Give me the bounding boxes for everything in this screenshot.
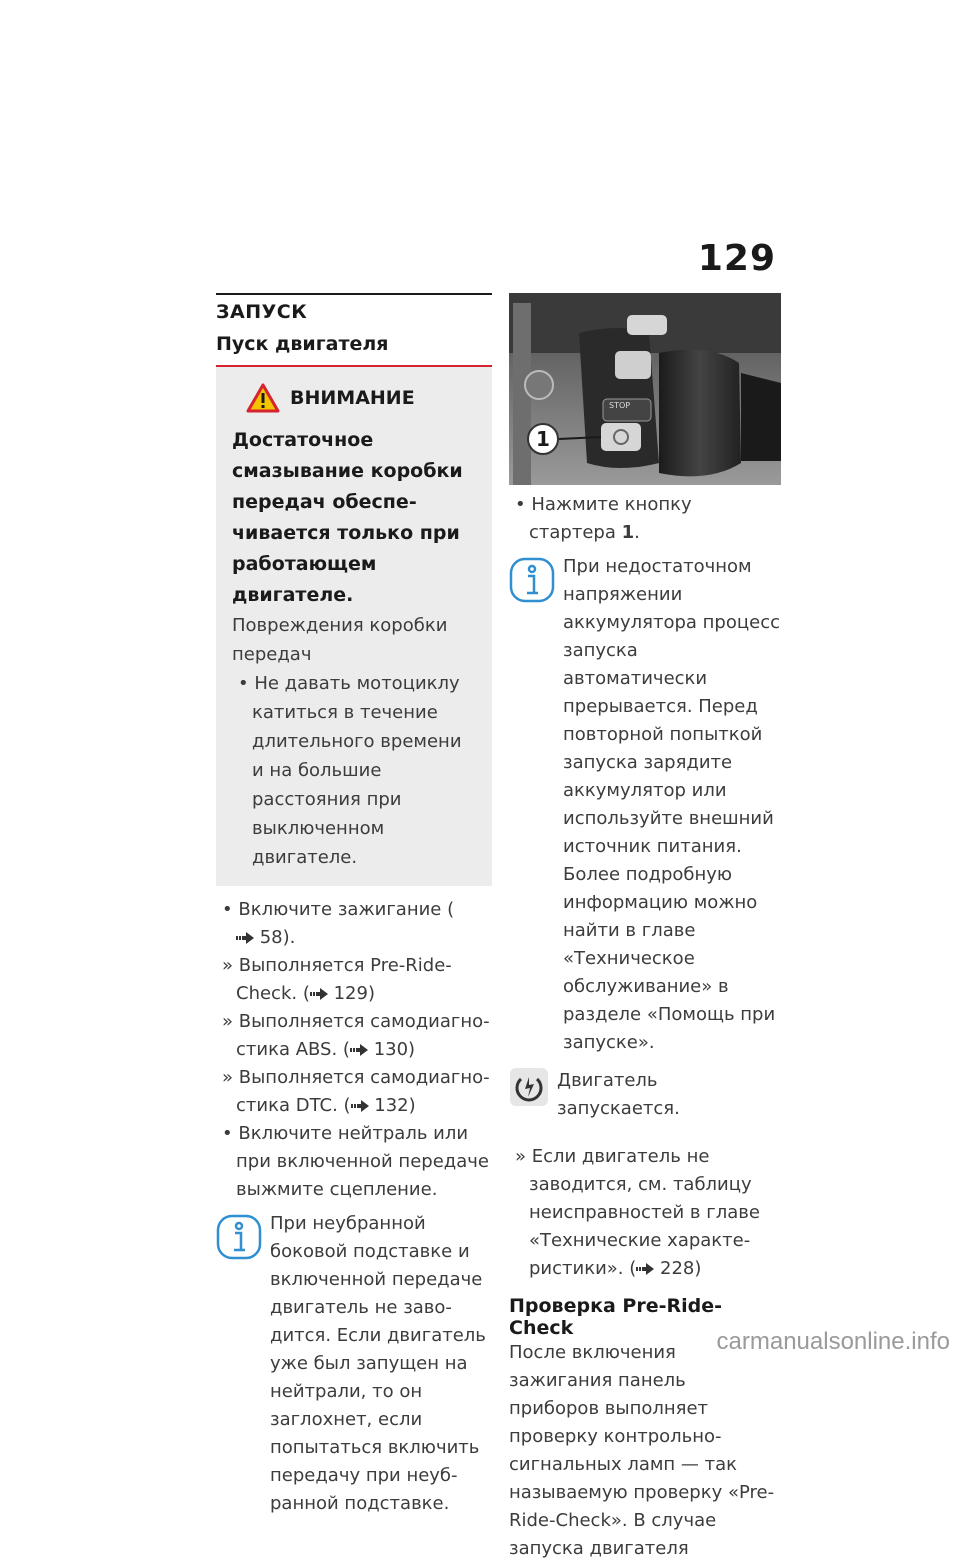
list-item: • Включите нейтраль или при включенной передаче выжмите сцепление. xyxy=(222,1123,489,1200)
info-icon xyxy=(509,557,555,603)
step-text: Нажмите кнопку стартера xyxy=(529,494,692,543)
right-column xyxy=(509,293,781,1563)
engine-start-icon xyxy=(509,1067,549,1107)
step-text: Выполняется Pre-Ride-Check. ( xyxy=(236,955,452,1004)
pre-ride-check-text: После включения зажигания панель приборов выполняет проверку контрольно-сигнальных ламп — так называемую проверку «Pre-Ride-Check». В случае запуска двигателя xyxy=(509,1342,775,1559)
warning-title: ВНИМАНИЕ xyxy=(290,387,415,409)
step-text: Если двигатель не заводится, см. таблицу неисправностей в главе «Технические характеристики». ( xyxy=(529,1146,760,1279)
page-ref[interactable]: 228 xyxy=(660,1258,695,1279)
left-column xyxy=(216,293,492,1518)
step-text: Включите нейтраль или при включенной передаче выжмите сцепление. xyxy=(236,1123,489,1200)
info-note xyxy=(216,1210,492,1518)
starter-ref: 1 xyxy=(621,522,635,543)
step-suffix: ) xyxy=(408,1095,416,1116)
warning-consequence: Повреждения коробки передач xyxy=(232,615,448,665)
page-number: 129 xyxy=(697,238,776,279)
handlebar-photo xyxy=(509,293,781,485)
warning-header xyxy=(246,383,478,413)
list-item: • Включите зажигание ( 58). xyxy=(222,899,455,948)
handlebar-illustration xyxy=(509,293,781,485)
warning-triangle-icon xyxy=(246,383,280,413)
step-text: Выполняется самодиагностика DTC. ( xyxy=(236,1067,490,1116)
info-note xyxy=(509,553,781,1057)
callout-label: 1 xyxy=(536,427,550,451)
subsection-title: Пуск двигателя xyxy=(216,333,389,355)
note-text: При неубранной боковой подставке и включенной передаче двигатель не заводится. Если двигатель уже был запущен на нейтрали, то он заглохнет, если попытаться включить передачу при неубранной подставке. xyxy=(270,1213,486,1514)
page-ref-arrow-icon xyxy=(351,1100,369,1112)
warning-measure: • Не давать мотоциклу катиться в течение длительного времени и на большие расстояния при выключенном двигателе. xyxy=(238,673,462,868)
engine-starts-text: Двигатель запускается. xyxy=(557,1070,680,1119)
warning-strong-text: Достаточное смазывание коробки передач обеспечивается только при работающем двигателе. xyxy=(232,429,463,606)
pre-ride-check-heading: Проверка Pre-Ride-Check xyxy=(509,1295,722,1339)
page-ref-arrow-icon xyxy=(350,1044,368,1056)
page-ref[interactable]: 130 xyxy=(373,1039,409,1060)
step-press-starter: • Нажмите кнопку стартера 1. xyxy=(515,494,692,543)
note-text: При недостаточном напряжении аккумулятора процесс запуска автоматически прерывается. Перед повторной попыткой запуска зарядите аккумулятор или используйте внешний источник питания. Более подробную информацию можно найти в главе «Техническое обслуживание» в разделе «Помощь при запуске». xyxy=(563,556,780,1053)
list-item: » Выполняется Pre-Ride-Check. ( 129) xyxy=(222,955,452,1004)
step-suffix: ) xyxy=(367,983,375,1004)
step-suffix: ) xyxy=(694,1258,702,1279)
section-title: ЗАПУСК xyxy=(216,301,308,323)
step-suffix: ) xyxy=(408,1039,416,1060)
warning-box xyxy=(216,367,492,886)
info-icon xyxy=(216,1214,262,1260)
page-ref-arrow-icon xyxy=(310,988,328,1000)
engine-starts-note xyxy=(509,1067,781,1123)
warning-measure-text: Не давать мотоциклу катиться в течение длительного времени и на большие расстояния при выключенном двигателе. xyxy=(252,673,462,868)
step-text: Выполняется самодиагностика ABS. ( xyxy=(236,1011,490,1060)
step-text: Включите зажигание ( xyxy=(238,899,455,920)
page-ref-arrow-icon xyxy=(236,932,254,944)
page-ref[interactable]: 129 xyxy=(333,983,368,1004)
watermark: carmanualsonline.info xyxy=(716,1328,950,1355)
page-ref-arrow-icon xyxy=(636,1263,654,1275)
step-suffix: . xyxy=(634,522,640,543)
step-suffix: ). xyxy=(282,927,296,948)
page-ref[interactable]: 132 xyxy=(374,1095,409,1116)
section-rule xyxy=(216,293,492,295)
stop-label: STOP xyxy=(609,401,631,410)
list-item: » Если двигатель не заводится, см. таблицу неисправностей в главе «Технические характеристики». ( 228) xyxy=(515,1146,760,1279)
steps-list xyxy=(216,896,492,1204)
list-item: » Выполняется самодиагностика ABS. ( 130) xyxy=(222,1011,490,1060)
list-item: » Выполняется самодиагностика DTC. ( 132) xyxy=(222,1067,490,1116)
page-ref[interactable]: 58 xyxy=(259,927,283,948)
